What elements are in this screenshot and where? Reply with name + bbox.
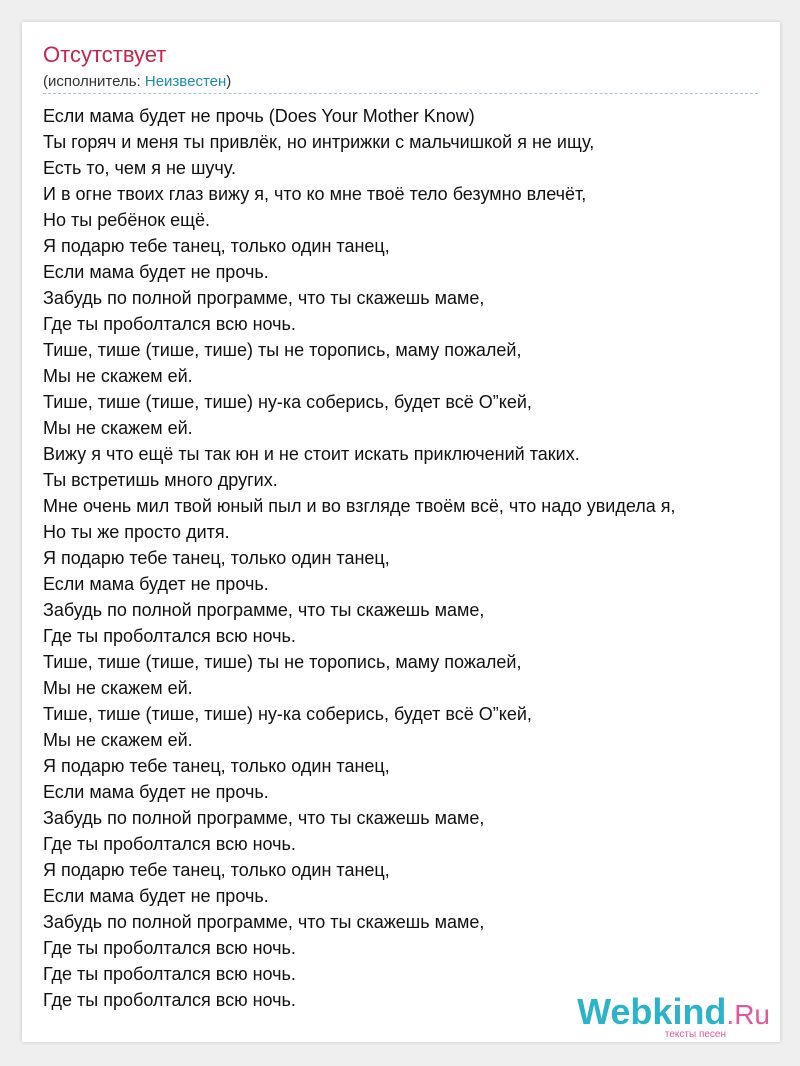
lyric-line: Где ты проболтался всю ночь.	[43, 626, 296, 646]
lyric-line: Забудь по полной программе, что ты скажешь маме,	[43, 288, 485, 308]
lyric-line: Тише, тише (тише, тише) ну-ка соберись, будет всё О”кей,	[43, 392, 532, 412]
lyric-line: Мы не скажем ей.	[43, 418, 193, 438]
lyric-line: Если мама будет не прочь.	[43, 574, 269, 594]
lyric-line: Если мама будет не прочь.	[43, 782, 269, 802]
lyric-line: Мы не скажем ей.	[43, 730, 193, 750]
artist-line	[43, 72, 231, 92]
lyric-line: Я подарю тебе танец, только один танец,	[43, 756, 390, 776]
lyric-line: И в огне твоих глаз вижу я, что ко мне твоё тело безумно влечёт,	[43, 184, 587, 204]
lyrics-card	[22, 22, 780, 1042]
webkind-logo[interactable]	[577, 993, 770, 1040]
lyric-line: Мы не скажем ей.	[43, 366, 193, 386]
lyric-line: Я подарю тебе танец, только один танец,	[43, 548, 390, 568]
logo-tagline: тексты песен	[664, 1029, 726, 1040]
artist-prefix: (исполнитель:	[43, 73, 145, 90]
logo-brand: Webkind	[577, 991, 727, 1032]
lyric-line: Мы не скажем ей.	[43, 678, 193, 698]
lyric-line: Если мама будет не прочь (Does Your Mother Know)	[43, 106, 475, 126]
lyric-line: Я подарю тебе танец, только один танец,	[43, 236, 390, 256]
lyric-line: Ты встретишь много других.	[43, 470, 278, 490]
lyric-line: Если мама будет не прочь.	[43, 262, 269, 282]
lyric-line: Забудь по полной программе, что ты скажешь маме,	[43, 912, 485, 932]
lyric-line: Забудь по полной программе, что ты скажешь маме,	[43, 600, 485, 620]
lyric-line: Где ты проболтался всю ночь.	[43, 938, 296, 958]
lyric-line: Где ты проболтался всю ночь.	[43, 834, 296, 854]
song-title: Отсутствует	[43, 42, 167, 67]
lyric-line: Где ты проболтался всю ночь.	[43, 314, 296, 334]
title-divider	[43, 93, 758, 94]
lyric-line: Если мама будет не прочь.	[43, 886, 269, 906]
lyric-line: Тише, тише (тише, тише) ты не торопись, маму пожалей,	[43, 340, 522, 360]
lyric-line: Где ты проболтался всю ночь.	[43, 964, 296, 984]
lyric-line: Вижу я что ещё ты так юн и не стоит искать приключений таких.	[43, 444, 580, 464]
lyric-line: Где ты проболтался всю ночь.	[43, 990, 296, 1010]
lyric-line: Но ты ребёнок ещё.	[43, 210, 210, 230]
lyric-line: Мне очень мил твой юный пыл и во взгляде твоём всё, что надо увидела я,	[43, 496, 676, 516]
lyric-line: Забудь по полной программе, что ты скажешь маме,	[43, 808, 485, 828]
lyric-line: Есть то, чем я не шучу.	[43, 158, 236, 178]
lyric-line: Тише, тише (тише, тише) ты не торопись, маму пожалей,	[43, 652, 522, 672]
lyrics-body	[43, 103, 763, 1013]
lyric-line: Ты горяч и меня ты привлёк, но интрижки с мальчишкой я не ищу,	[43, 132, 595, 152]
lyric-line: Я подарю тебе танец, только один танец,	[43, 860, 390, 880]
lyric-line: Тише, тише (тише, тише) ну-ка соберись, будет всё О”кей,	[43, 704, 532, 724]
lyric-line: Но ты же просто дитя.	[43, 522, 230, 542]
artist-suffix: )	[226, 73, 232, 90]
artist-link[interactable]: Неизвестен	[144, 73, 227, 90]
logo-tld: .Ru	[726, 999, 770, 1030]
